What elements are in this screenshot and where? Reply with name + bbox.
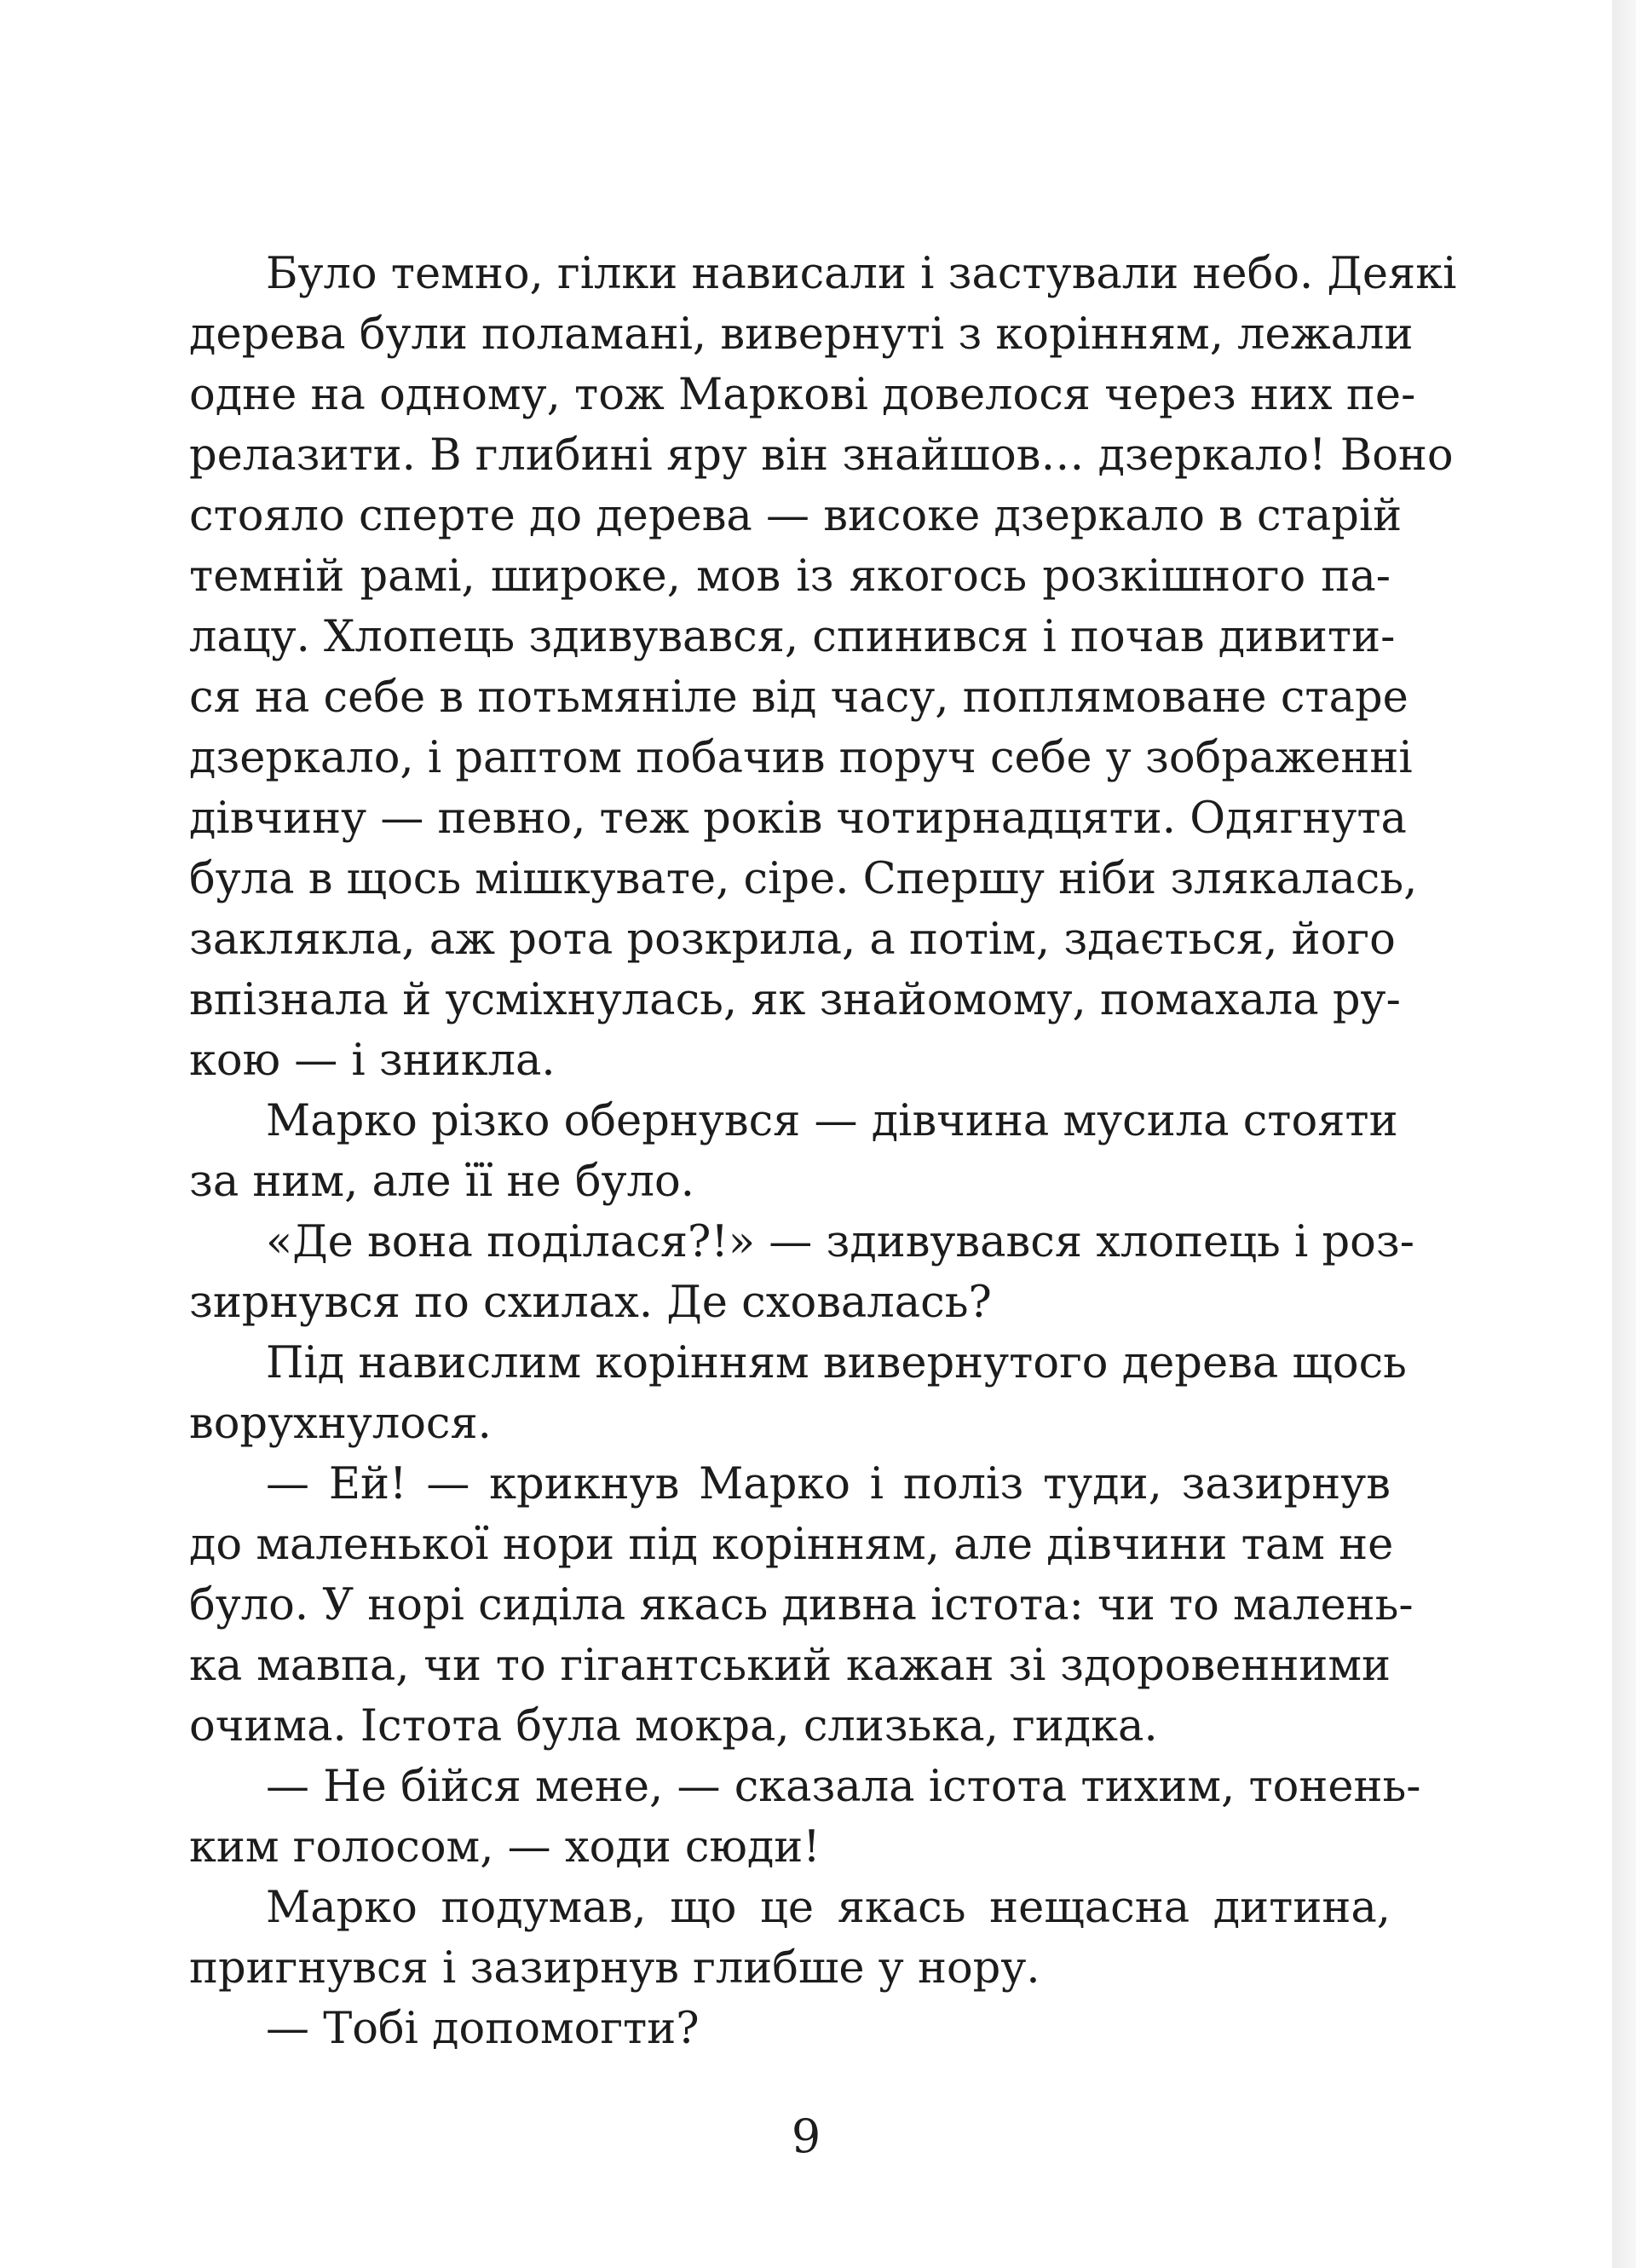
text-line: за ним, але її не було. xyxy=(189,1157,694,1207)
text-line: «Де вона поділася?!» — здивувався хлопець і роз- xyxy=(266,1217,1414,1267)
text-line: було. У норі сиділа якась дивна істота: чи то малень- xyxy=(189,1580,1414,1630)
text-line: до маленької нори під корінням, але дівчини там не xyxy=(189,1520,1394,1570)
text-line: одне на одному, тож Маркові довелося через них пе- xyxy=(189,370,1416,420)
text-line: Марко подумав, що це якась нещасна дитина, xyxy=(266,1883,1391,1933)
text-line: ворухнулося. xyxy=(189,1399,492,1449)
text-line: релазити. В глибині яру він знайшов… дзеркало! Воно xyxy=(189,430,1454,481)
text-line: впізнала й усміхнулась, як знайомому, помахала ру- xyxy=(189,975,1401,1025)
text-line: — Не бійся мене, — сказала істота тихим, тонень- xyxy=(266,1762,1421,1812)
text-line: пригнувся і зазирнув глибше у нору. xyxy=(189,1943,1040,1994)
text-line: темній рамі, широке, мов із якогось розкішного па- xyxy=(189,551,1391,602)
text-line: дівчину — певно, теж років чотирнадцяти. Одягнута xyxy=(189,794,1407,844)
text-line: Було темно, гілки нависали і застували небо. Деякі xyxy=(266,249,1457,299)
text-line: ся на себе в потьмяніле від часу, поплямоване старе xyxy=(189,672,1408,723)
text-line: дерева були поламані, вивернуті з корінням, лежали xyxy=(189,309,1414,360)
text-line: кою — і зникла. xyxy=(189,1036,556,1086)
text-line: ким голосом, — ходи сюди! xyxy=(189,1822,821,1873)
text-line: Під навислим корінням вивернутого дерева щось xyxy=(266,1338,1407,1388)
text-line: дзеркало, і раптом побачив поруч себе у зображенні xyxy=(189,733,1413,783)
text-line: ка мавпа, чи то гігантський кажан зі здоровенними xyxy=(189,1641,1391,1691)
text-line: — Ей! — крикнув Марко і поліз туди, зазирнув xyxy=(266,1459,1391,1509)
text-line: очима. Істота була мокра, слизька, гидка. xyxy=(189,1701,1158,1751)
page-number: 9 xyxy=(791,2109,821,2163)
body-text xyxy=(189,244,1457,2059)
text-line: — Тобі допомогти? xyxy=(266,2004,700,2054)
text-line: Марко різко обернувся — дівчина мусила стояти xyxy=(266,1096,1398,1146)
text-line: була в щось мішкувате, сіре. Спершу ніби злякалась, xyxy=(189,854,1418,904)
page-edge xyxy=(1612,0,1636,2268)
text-line: лацу. Хлопець здивувався, спинився і почав дивити- xyxy=(189,612,1396,662)
text-line: заклякла, аж рота розкрила, а потім, здається, його xyxy=(189,915,1396,965)
text-line: зирнувся по схилах. Де сховалась? xyxy=(189,1278,992,1328)
text-line: стояло сперте до дерева — високе дзеркало в старій xyxy=(189,491,1403,541)
